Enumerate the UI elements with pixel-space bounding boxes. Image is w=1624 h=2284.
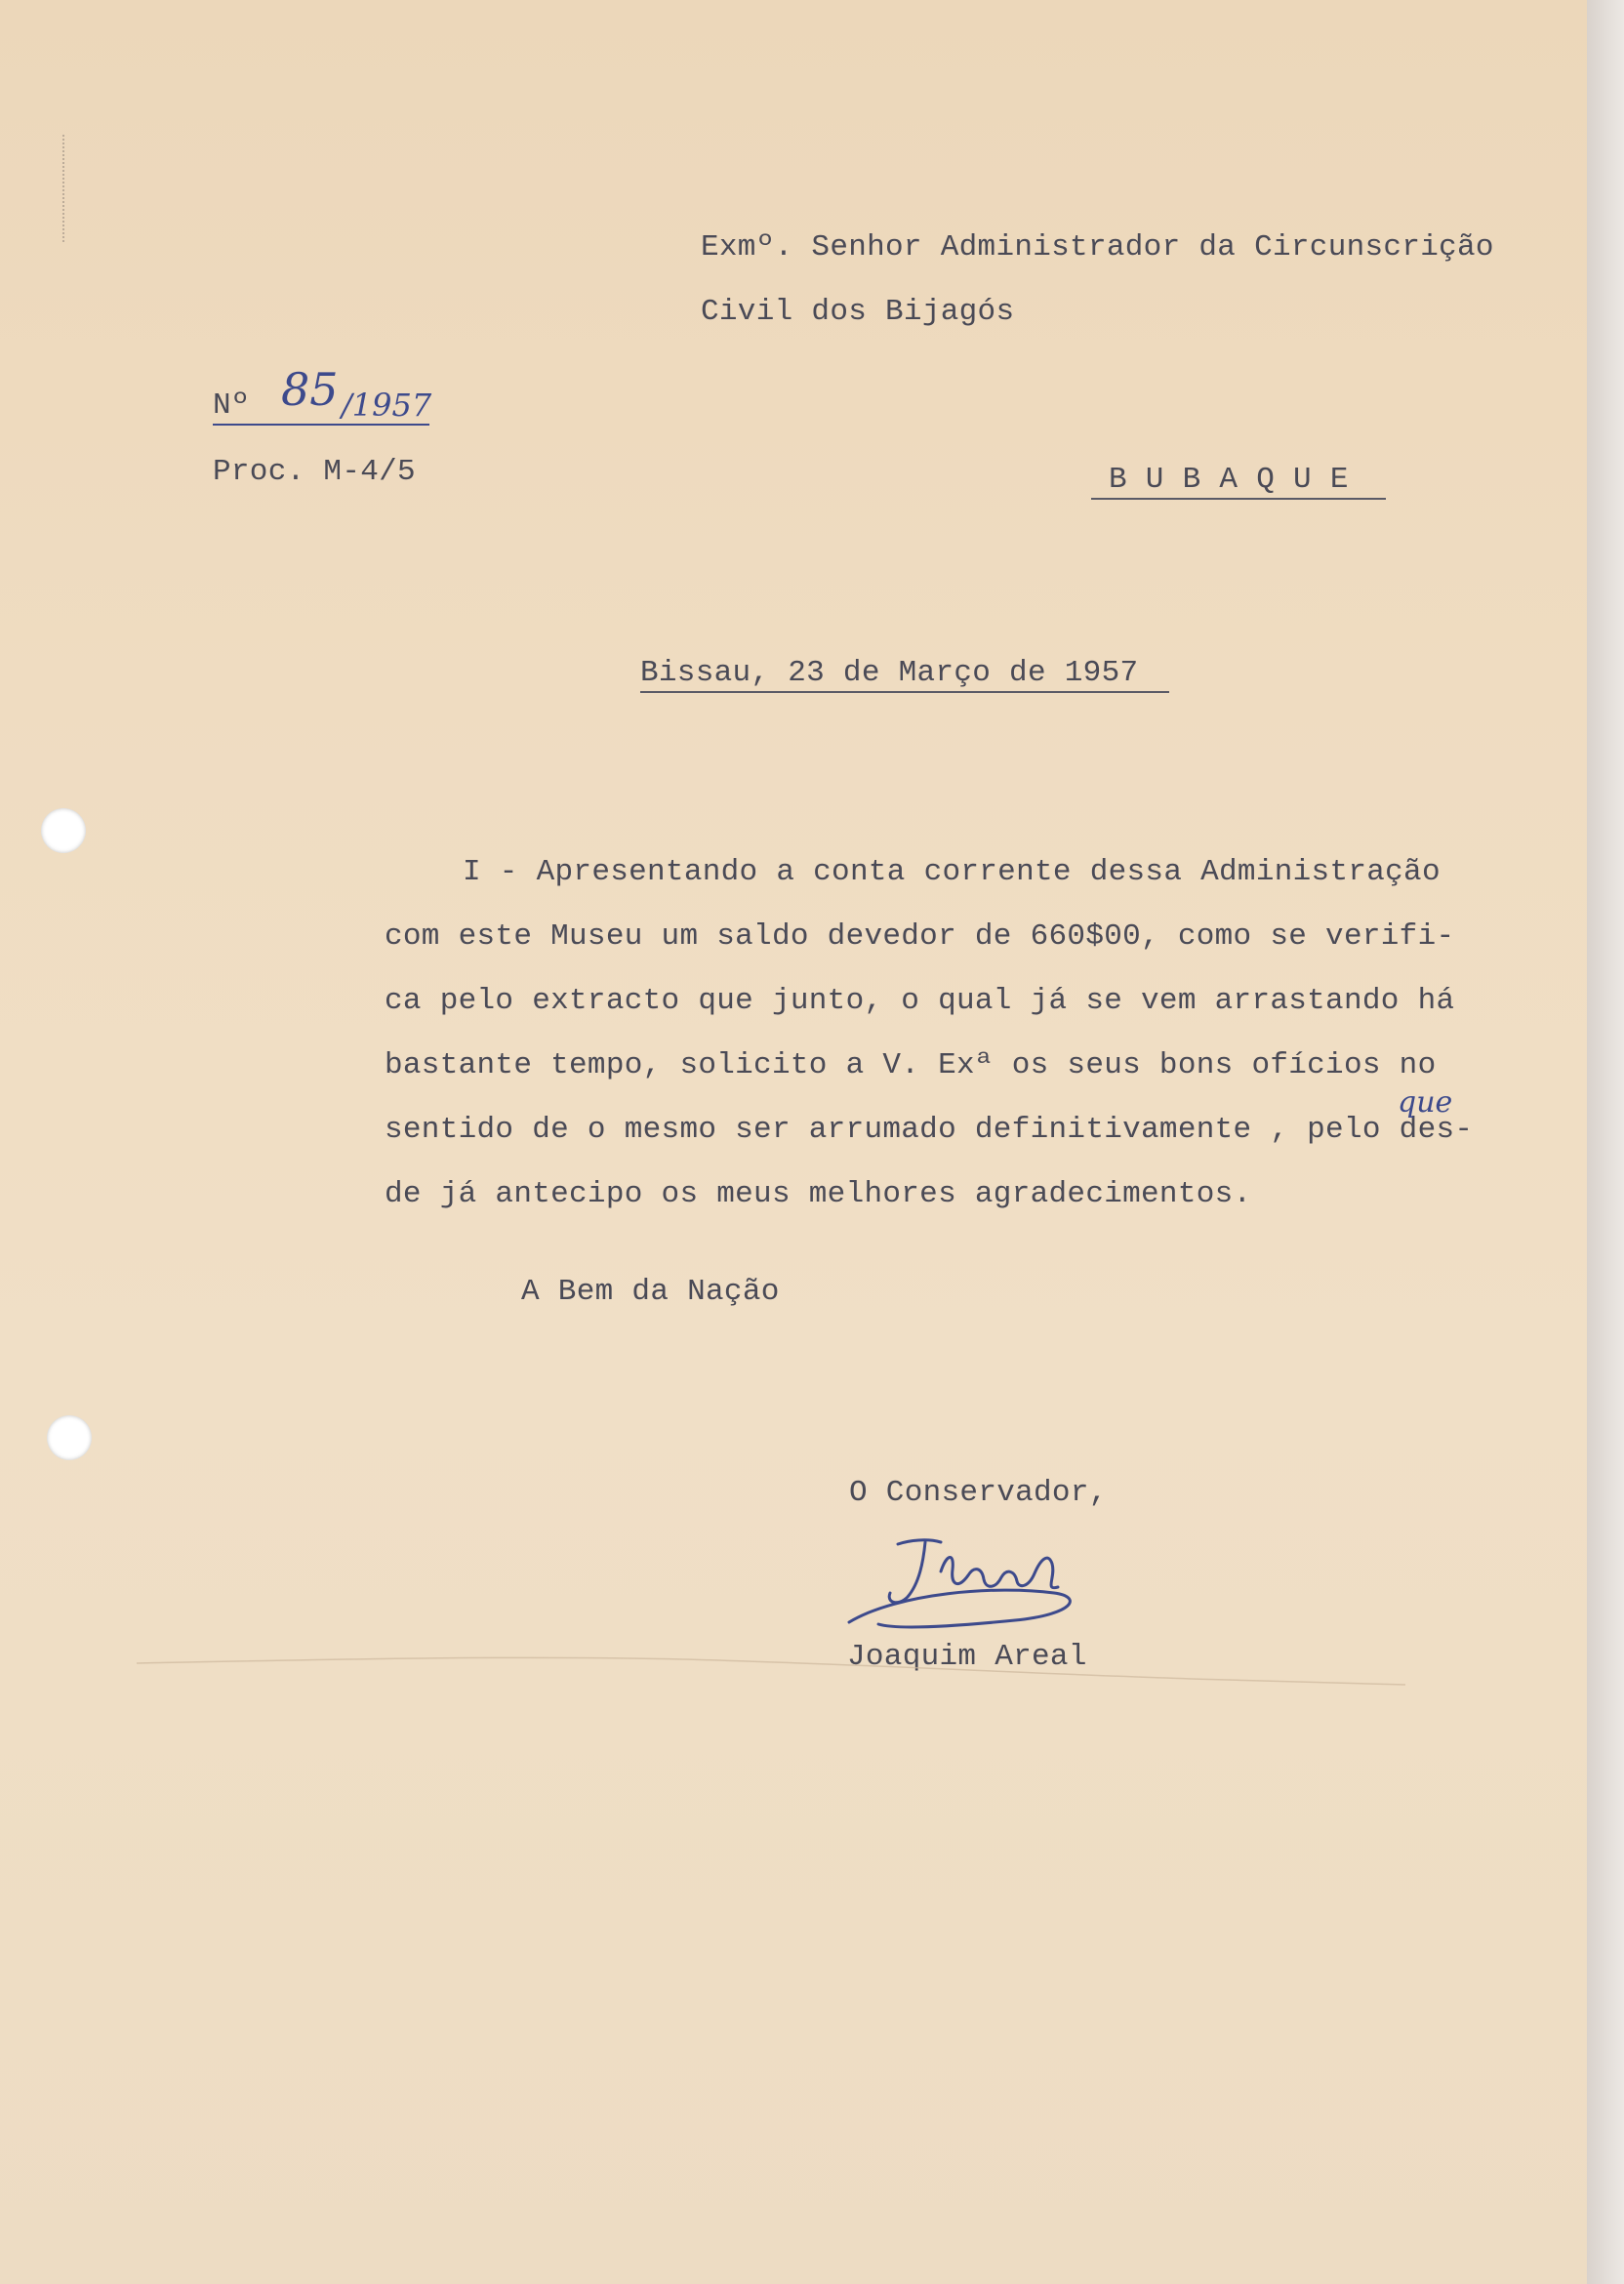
punch-hole-top bbox=[41, 808, 86, 853]
paper-crease bbox=[137, 1650, 1405, 1689]
destination: B U B A Q U E bbox=[1109, 463, 1349, 497]
margin-mark bbox=[62, 135, 74, 242]
destination-underline bbox=[1091, 498, 1386, 500]
punch-hole-bottom bbox=[47, 1415, 92, 1460]
body-line-6: de já antecipo os meus melhores agradecimentos. bbox=[385, 1177, 1252, 1211]
body-line-4: bastante tempo, solicito a V. Exª os seus bons ofícios no bbox=[385, 1048, 1437, 1082]
date-underline bbox=[640, 691, 1169, 693]
page-edge bbox=[1587, 0, 1624, 2284]
body-line-2: com este Museu um saldo devedor de 660$00, como se verifi- bbox=[385, 919, 1455, 954]
reference-number-year: /1957 bbox=[342, 387, 432, 424]
handwritten-insertion: que bbox=[1398, 1085, 1453, 1120]
salutation: A Bem da Nação bbox=[521, 1275, 780, 1309]
addressee-line-2: Civil dos Bijagós bbox=[701, 295, 1015, 329]
process-number: Proc. M-4/5 bbox=[213, 455, 416, 489]
body-line-5: sentido de o mesmo ser arrumado definitivamente , pelo des- bbox=[385, 1113, 1474, 1147]
body-line-1: I - Apresentando a conta corrente dessa Administração bbox=[463, 855, 1441, 889]
signature bbox=[839, 1532, 1152, 1650]
body-line-3: ca pelo extracto que junto, o qual já se vem arrastando há bbox=[385, 984, 1455, 1018]
reference-underline bbox=[213, 424, 429, 426]
date-line: Bissau, 23 de Março de 1957 bbox=[640, 656, 1139, 690]
reference-number-handwritten: 85 bbox=[281, 363, 339, 416]
reference-number-prefix: Nº bbox=[213, 388, 250, 423]
closing-title: O Conservador, bbox=[849, 1476, 1108, 1510]
signer-name: Joaquim Areal bbox=[847, 1640, 1087, 1674]
addressee-line-1: Exmº. Senhor Administrador da Circunscrição bbox=[701, 230, 1494, 265]
